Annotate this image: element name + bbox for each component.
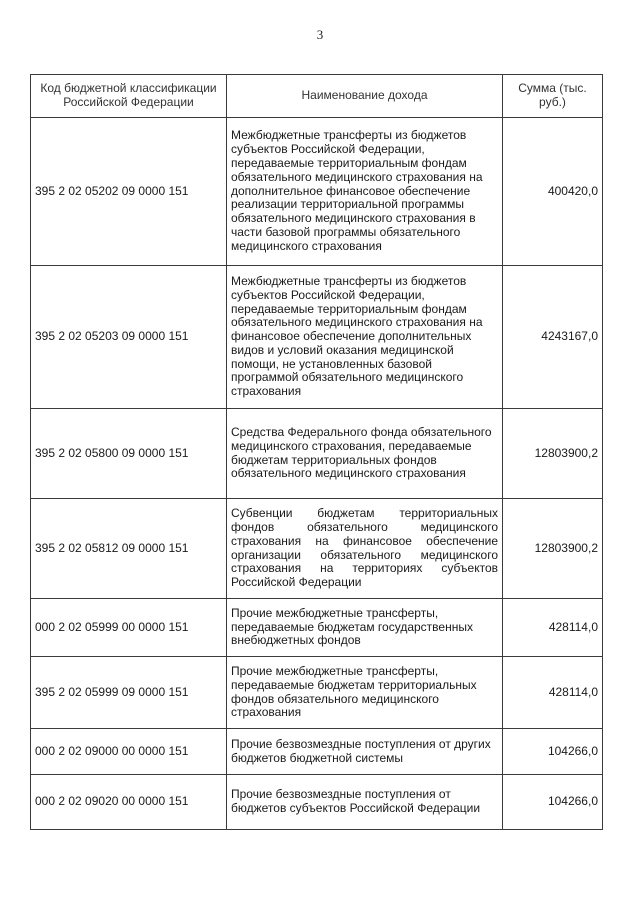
cell-amount: 104266,0 <box>503 729 603 775</box>
cell-name: Прочие межбюджетные трансферты, передаваемые бюджетам государственных внебюджетных фондов <box>227 599 503 657</box>
cell-code: 395 2 02 05800 09 0000 151 <box>31 409 227 499</box>
header-code: Код бюджетной классификации Российской Федерации <box>31 75 227 118</box>
budget-revenue-table <box>30 74 603 830</box>
table-row <box>31 599 603 657</box>
cell-amount: 428114,0 <box>503 657 603 729</box>
table-header <box>31 75 603 118</box>
cell-amount: 428114,0 <box>503 599 603 657</box>
table-row <box>31 266 603 409</box>
page-number: 3 <box>316 27 324 42</box>
cell-amount: 4243167,0 <box>503 266 603 409</box>
cell-code: 395 2 02 05999 09 0000 151 <box>31 657 227 729</box>
cell-name: Межбюджетные трансферты из бюджетов субъектов Российской Федерации, передаваемые территориальным фондам обязательного медицинского страхования на дополнительное финансовое обеспечение реализации территориальной программы обязательного медицинского страхования в части базовой программы обязательного медицинского страхования <box>227 118 503 266</box>
table-row <box>31 499 603 599</box>
cell-code: 395 2 02 05203 09 0000 151 <box>31 266 227 409</box>
cell-code: 000 2 02 09000 00 0000 151 <box>31 729 227 775</box>
table-row <box>31 729 603 775</box>
cell-code: 000 2 02 05999 00 0000 151 <box>31 599 227 657</box>
cell-name: Прочие безвозмездные поступления от бюджетов субъектов Российской Федерации <box>227 775 503 830</box>
header-row <box>31 75 603 118</box>
cell-code: 395 2 02 05812 09 0000 151 <box>31 499 227 599</box>
header-amount: Сумма (тыс. руб.) <box>503 75 603 118</box>
cell-amount: 400420,0 <box>503 118 603 266</box>
table-body <box>31 118 603 830</box>
cell-name: Субвенции бюджетам территориальных фондов обязательного медицинского страхования на финансовое обеспечение организации обязательного медицинского страхования на территориях субъектов Российской Федерации <box>227 499 503 599</box>
cell-name: Прочие безвозмездные поступления от других бюджетов бюджетной системы <box>227 729 503 775</box>
table-row <box>31 118 603 266</box>
cell-amount: 12803900,2 <box>503 409 603 499</box>
cell-code: 395 2 02 05202 09 0000 151 <box>31 118 227 266</box>
cell-amount: 12803900,2 <box>503 499 603 599</box>
cell-code: 000 2 02 09020 00 0000 151 <box>31 775 227 830</box>
header-name: Наименование дохода <box>227 75 503 118</box>
cell-name: Межбюджетные трансферты из бюджетов субъектов Российской Федерации, передаваемые территориальным фондам обязательного медицинского страхования на финансовое обеспечение дополнительных видов и условий оказания медицинской помощи, не установленных базовой программой обязательного медицинского страхования <box>227 266 503 409</box>
cell-name: Средства Федерального фонда обязательного медицинского страхования, передаваемые бюджетам территориальных фондов обязательного медицинского страхования <box>227 409 503 499</box>
cell-amount: 104266,0 <box>503 775 603 830</box>
table-row <box>31 775 603 830</box>
table-row <box>31 409 603 499</box>
cell-name: Прочие межбюджетные трансферты, передаваемые бюджетам территориальных фондов обязательного медицинского страхования <box>227 657 503 729</box>
table-row <box>31 657 603 729</box>
